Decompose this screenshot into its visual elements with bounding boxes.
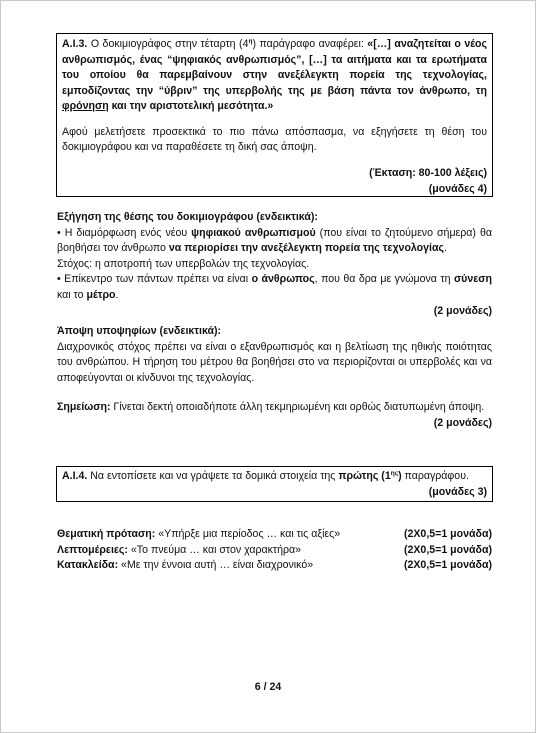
structure-text: «Το πνεύμα … και στον χαρακτήρα» [127, 543, 302, 556]
bold-text: ψηφιακού ανθρωπισμού [191, 226, 316, 239]
structure-label: Λεπτομέρειες: [57, 543, 128, 556]
question-id: Α.Ι.3. [62, 38, 88, 50]
explanation-bullet-2 [57, 272, 492, 303]
text: • Η διαμόρφωση ενός νέου [57, 226, 192, 239]
question-a-i-4-box [56, 466, 493, 502]
note-text: Γίνεται δεκτή οποιαδήποτε άλλη τεκμηριωμένη και ορθώς διατυπωμένη άποψη. [110, 401, 485, 414]
page-number: 6 / 24 [254, 681, 282, 693]
structure-text: «Με την έννοια αυτή … είναι διαχρονικό» [118, 559, 314, 572]
question-marks: (μονάδες 3) [428, 485, 487, 498]
note [57, 400, 492, 416]
structure-answers [57, 527, 492, 574]
explanation-marks: (2 μονάδες) [433, 305, 492, 318]
bold-text: ) [398, 470, 402, 482]
opinion-text: Διαχρονικός στόχος πρέπει να είναι ο εξανθρωπισμός και η βελτίωση της ηθικής ποιότητας του ανθρώπου. Η τήρηση του μέτρου θα βοηθήσει στο να περιορίζονται οι υπερβολές και να αποφεύγονται οι κίνδυνοι της τεχνολογίας. [57, 340, 492, 384]
structure-marks: (2Χ0,5=1 μονάδα) [403, 543, 492, 556]
text: και το [57, 288, 87, 301]
bold-text: να περιορίσει την ανεξέλεγκτη πορεία της τεχνολογίας [168, 242, 445, 255]
text: (που είναι το ζητούμενο σήμερα) θα βοηθήσει τον άνθρωπο [57, 226, 492, 255]
explanation-bullet-1 [57, 226, 492, 257]
structure-row [57, 558, 492, 574]
quote-text: «[…] αναζητείται ο νέος ανθρωπισμός, ένας “ψηφιακός ανθρωπισμός”, […] τα αιτήματα και τα ερωτήματα του οποίου θα παρεμβαίνουν στην ανεξέλεγκτη πορεία της τεχνολογίας, εμποδίζοντας την “ύβριν” της υπερβολής της με βάση πάντα τον άνθρωπο, τη [62, 38, 488, 97]
question-marks: (μονάδες 4) [428, 182, 487, 195]
question-id: Α.Ι.4. [62, 470, 88, 482]
superscript: ης [390, 470, 399, 477]
structure-item [57, 543, 301, 559]
opinion-section [57, 324, 492, 431]
question-intro-end: ) παράγραφο αναφέρει: [252, 38, 368, 50]
bold-text: σύνεση [453, 273, 492, 286]
structure-text: «Υπήρξε μια περίοδος … και τις αξίες» [155, 528, 341, 540]
structure-marks: (2Χ0,5=1 μονάδα) [403, 559, 492, 572]
quote-text-end: και την αριστοτελική μεσότητα.» [108, 100, 274, 113]
text: Να εντοπίσετε και να γράψετε τα δομικά στοιχεία της [87, 470, 339, 482]
explanation-section [57, 210, 492, 320]
opinion-marks: (2 μονάδες) [433, 416, 492, 429]
extent-note: (Έκταση: 80-100 λέξεις) [369, 166, 487, 179]
structure-item [57, 558, 313, 574]
question-a-i-4-text [62, 469, 487, 485]
quote-underlined-word: φρόνηση [62, 100, 109, 113]
question-a-i-3-box [56, 33, 493, 197]
explanation-aim: Στόχος: η αποτροπή των υπερβολών της τεχνολογίας. [57, 257, 310, 270]
structure-marks: (2Χ0,5=1 μονάδα) [403, 528, 492, 540]
text: . [115, 288, 119, 301]
explanation-heading: Εξήγηση της θέσης του δοκιμιογράφου (ενδεικτικά): [57, 211, 318, 223]
superscript: η [248, 38, 253, 45]
bold-text: μέτρο [86, 288, 116, 301]
question-intro: Ο δοκιμιογράφος στην τέταρτη (4 [90, 38, 249, 50]
structure-label: Κατακλείδα: [57, 559, 119, 572]
structure-label: Θεματική πρόταση: [57, 528, 156, 540]
bold-text: ο άνθρωπος [251, 273, 315, 286]
structure-row [57, 527, 492, 543]
note-label: Σημείωση: [57, 401, 111, 414]
structure-item [57, 527, 340, 543]
bold-text: πρώτης (1 [338, 470, 391, 482]
question-task: Αφού μελετήσετε προσεκτικά το πιο πάνω απόσπασμα, να εξηγήσετε τη θέση του δοκιμιογράφου και να παραθέσετε τη δική σας άποψη. [62, 125, 487, 154]
text: . [444, 242, 447, 255]
text: παραγράφου. [401, 470, 469, 482]
question-a-i-3-text [62, 37, 487, 115]
text: • Επίκεντρο των πάντων πρέπει να είναι [57, 273, 252, 286]
opinion-heading: Άποψη υποψηφίων (ενδεικτικά): [57, 325, 222, 337]
structure-row [57, 543, 492, 559]
text: , που θα δρα με γνώμονα τη [314, 273, 454, 286]
